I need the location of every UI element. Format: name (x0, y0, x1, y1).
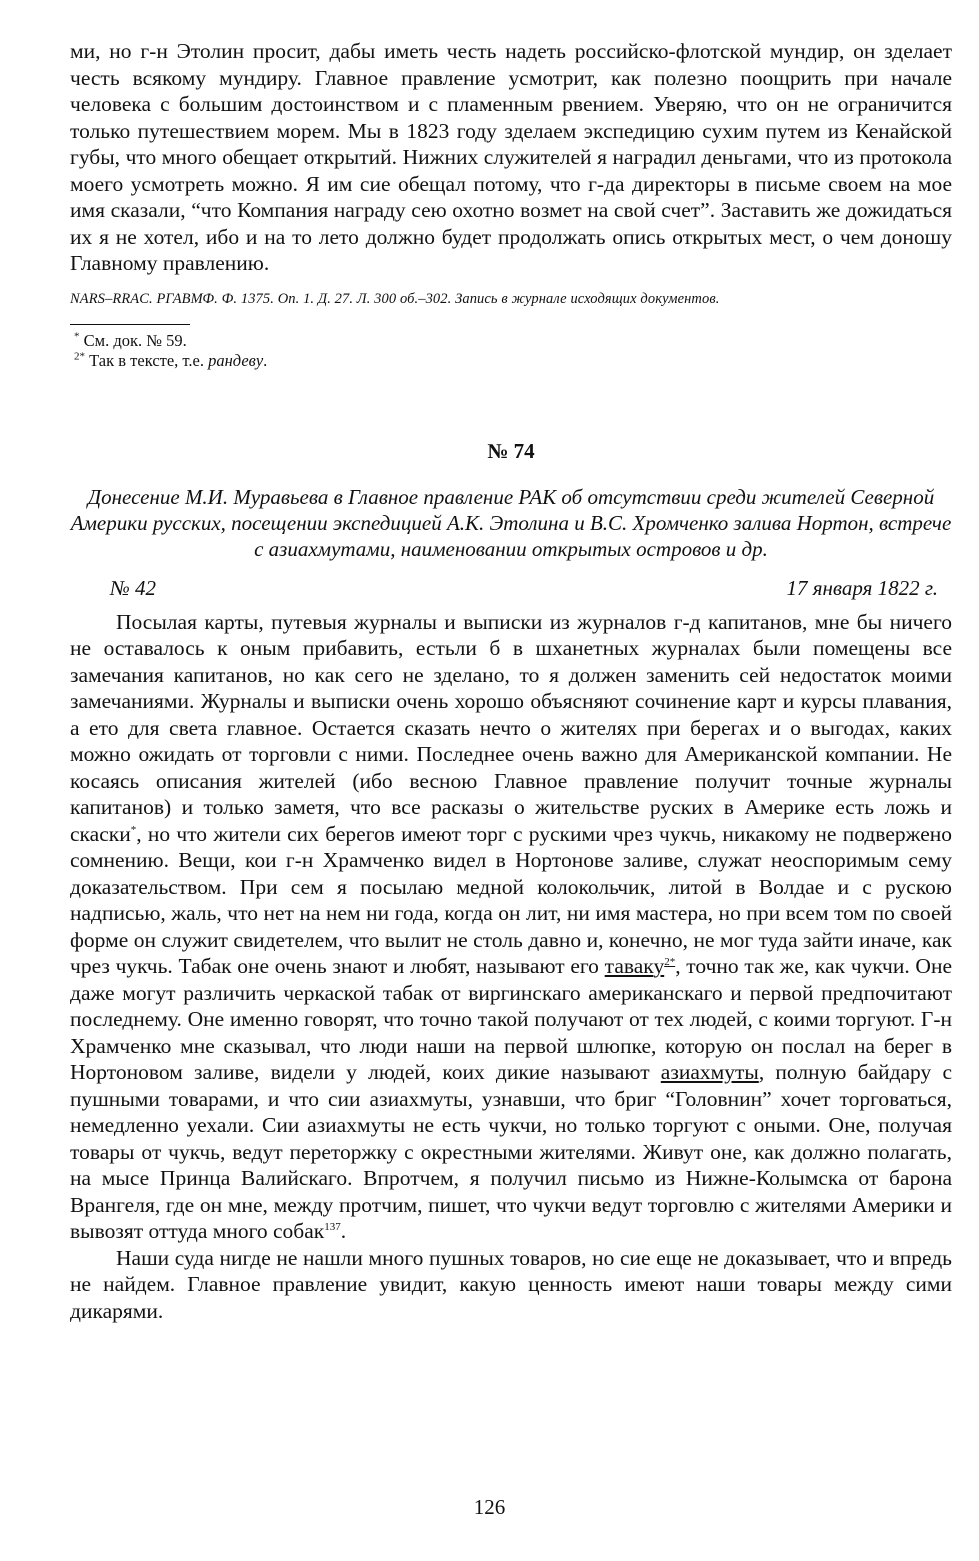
footnote-1-text: См. док. № 59. (79, 330, 187, 350)
footnote-2-italic: рандеву (208, 350, 264, 370)
document-title: Донесение М.И. Муравьева в Главное правление РАК об отсутствии среди жителей Северной Америки русских, посещении экспедицией А.К. Этолина и В.С. Хромченко залива Нортон, встрече с азиахмутами, наименовании открытых островов и др. (70, 484, 952, 561)
footnote-ref-2: 2* (664, 955, 676, 968)
footnote-2 (74, 351, 952, 371)
footnote-2-text: Так в тексте, т.е. (85, 350, 209, 370)
endnote-ref-137: 137 (324, 1220, 341, 1233)
body-paragraph-2: Наши суда нигде не нашли много пушных товаров, но сие еще не доказывает, что и впредь не найдем. Главное правление увидит, какую ценность имеют наши товары между сими дикарями. (70, 1245, 952, 1323)
body-text-segment: Посылая карты, путевыя журналы и выписки из журналов г-д капитанов, мне бы ничего не оставалось к оным прибавить, естьли б в шханетных журналах были помещены все замечания капитанов, но как сего не зделано, то я должен заменить сей недостаток моими замечаниями. Журналы и выписки очень хорошо объясняют сочинение карт и курсы плавания, а ето для света главное. Остается сказать нечто о жителях при берегах и о выгодах, каких можно ожидать от торговли с ними. Последнее очень важно для Американской компании. Не косаясь описания жителей (ибо весною Главное правление получит точные журналы капитанов) и только заметя, что все расказы о жительстве руских в Америке есть ложь и скаски (70, 609, 952, 846)
archive-source-note: NARS–RRAC. РГАВМФ. Ф. 1375. Оп. 1. Д. 27. Л. 300 об.–302. Запись в журнале исходящих документов. (70, 290, 720, 307)
document-meta (110, 576, 938, 601)
continued-text: ми, но г-н Этолин просит, дабы иметь честь надеть российско-флотской мундир, он зделает честь всякому мундиру. Главное правление усмотрит, как полезно поощрить при начале человека с большим достоинством и с пламенным рвением. Уверяю, что он не ограничится только путешествием морем. Мы в 1823 году зделаем экспедицию сухим путем из Кенайской губы, что много обещает открытий. Нижних служителей я наградил деньгами, что из протокола моего усмотреть можно. Я им сие обещал потому, что г-да директоры в письме своем на мое имя сказали, “что Компания награду сею охотно возмет на свой счет”. Заставить же дожидаться их я не хотел, ибо и на то лето должно будет продолжать опись открытых мест, о чем доношу Главному правлению. (70, 39, 952, 275)
body-text-segment: , точно так же, как чукчи. Оне даже могут различить черкаской табак от виргинскаго американскаго и первой предпочитают последнему. Оне именно говорят, что точно такой получают от тех людей, с коими торгуют. Г-н Храмченко мне сказывал, что люди наши на первой шлюпке, которую он послал на берег в Нортоновом заливе, видели у людей, коих дикие называют (70, 954, 953, 1084)
body-paragraph-1 (70, 609, 952, 1245)
footnote-divider (70, 324, 190, 325)
body-text-segment: , полную байдару с пушными товарами, и что сии азиахмуты, узнавши, что бриг “Головнин” хочет торговаться, немедленно уехали. Сии азиахмуты не есть чукчи, но только торгуют с оными. Оне, получая товары от чукчь, ведут переторжку с окрестными жителями. Живут оне, как должно полагать, на мысе Принца Валийскаго. Впротчем, я получил письмо из Нижне-Колымска от барона Врангеля, где он мне, между протчим, пишет, что чукчи ведут торговлю с жителями Америки и вывозят оттуда много собак (70, 1060, 952, 1243)
footnote-1-mark: * (74, 330, 80, 342)
document-page (70, 38, 952, 1324)
body-text-segment: , но что жители сих берегов имеют торг с рускими чрез чукчь, никакому не подвержено сомнению. Вещи, кои г-н Храмченко видел в Нортонове заливе, служат неоспоримым сему доказательством. При сем я посылаю медной колокольчик, литой в Волдае и с рускою надписью, жаль, что нет на нем ни года, когда он лит, ни имя мастера, но при всем том по своей форме он служит свидетелем, что вылит не столь давно и, конечно, не мог туда зайти иначе, как чрез чукчь. Табак оне очень знают и любят, называют его (70, 821, 952, 978)
footnote-2-mark: 2* (74, 350, 85, 362)
body-text-segment: . (340, 1219, 347, 1243)
document-ref-number: № 42 (110, 575, 157, 600)
underlined-term-tavaku-end: у (653, 954, 665, 978)
document-date: 17 января 1822 г. (786, 575, 938, 600)
document-number: № 74 (487, 438, 535, 463)
continued-paragraph (70, 38, 952, 277)
underlined-term-aziakhmuty: азиахмуты (660, 1060, 759, 1084)
document-body (70, 609, 952, 1325)
footnote-2-end: . (263, 350, 268, 370)
page-number: 126 (473, 1495, 506, 1519)
underlined-term-tavaku: тавак (604, 954, 654, 978)
footnote-1 (74, 331, 952, 351)
footnote-ref-1: * (130, 823, 137, 836)
